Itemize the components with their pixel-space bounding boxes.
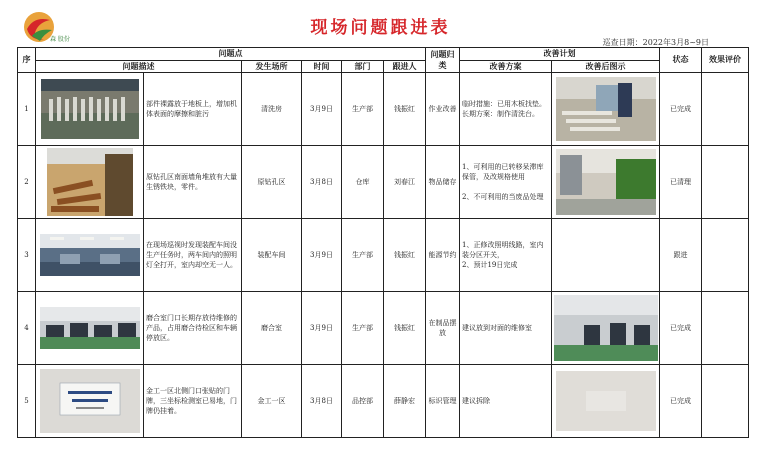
date: 3月9日 <box>302 292 342 365</box>
header-desc: 问题描述 <box>36 60 242 73</box>
header-plan-group: 改善计划 <box>460 48 660 61</box>
problem-category: 物品储存 <box>426 146 460 219</box>
department: 仓库 <box>342 146 384 219</box>
header-after: 改善后图示 <box>552 60 660 73</box>
date: 3月9日 <box>302 73 342 146</box>
date: 3月9日 <box>302 219 342 292</box>
problem-category: 标识管理 <box>426 365 460 438</box>
follow-up-person: 钱振红 <box>384 73 426 146</box>
problem-photo <box>36 146 144 219</box>
location: 金工一区 <box>242 365 302 438</box>
header-status: 状态 <box>660 48 702 73</box>
status: 已完成 <box>660 292 702 365</box>
problem-category: 在制品摆放 <box>426 292 460 365</box>
improvement-plan: 建议拆除 <box>460 365 552 438</box>
header-plan: 改善方案 <box>460 60 552 73</box>
improvement-plan: 建议放到对面的维修室 <box>460 292 552 365</box>
header-dept: 部门 <box>342 60 384 73</box>
location: 原钻孔区 <box>242 146 302 219</box>
department: 品控部 <box>342 365 384 438</box>
after-photo <box>552 219 660 292</box>
table-row <box>18 219 749 292</box>
status: 已完成 <box>660 365 702 438</box>
row-number: 1 <box>18 73 36 146</box>
header-person: 跟进人 <box>384 60 426 73</box>
after-photo <box>552 146 660 219</box>
follow-up-person: 钱振红 <box>384 292 426 365</box>
date: 3月8日 <box>302 146 342 219</box>
problem-description: 原钻孔区南面墙角堆放有大量生锈铁块，零件。 <box>144 146 242 219</box>
problem-photo <box>36 73 144 146</box>
problem-photo <box>36 219 144 292</box>
follow-up-person: 钱振红 <box>384 219 426 292</box>
inspection-date: 巡查日期：2022年3月8~9日 <box>602 38 709 47</box>
row-number: 2 <box>18 146 36 219</box>
follow-up-table <box>17 47 749 438</box>
improvement-plan: 1、正修改照明线路，室内装分区开关， 2、预计19日完成 <box>460 219 552 292</box>
location: 清洗房 <box>242 73 302 146</box>
effect-evaluation <box>702 219 749 292</box>
after-photo <box>552 73 660 146</box>
status: 已清理 <box>660 146 702 219</box>
department: 生产部 <box>342 292 384 365</box>
after-photo <box>552 292 660 365</box>
effect-evaluation <box>702 365 749 438</box>
follow-up-person: 薛静宏 <box>384 365 426 438</box>
row-number: 4 <box>18 292 36 365</box>
status: 跟进 <box>660 219 702 292</box>
logo-text: 森 股份 <box>50 36 70 43</box>
problem-photo <box>36 292 144 365</box>
header-problem-group: 问题点 <box>36 48 426 61</box>
row-number: 3 <box>18 219 36 292</box>
table-row <box>18 73 749 146</box>
effect-evaluation <box>702 292 749 365</box>
table-row <box>18 292 749 365</box>
department: 生产部 <box>342 219 384 292</box>
header-category: 问题归类 <box>426 48 460 73</box>
problem-description: 部件裸露放于地板上，增加机体表面的摩擦和脏污 <box>144 73 242 146</box>
problem-description: 金工一区北侧门口张贴的门牌，三坐标检测室已易地，门牌仍挂着。 <box>144 365 242 438</box>
problem-category: 能源节约 <box>426 219 460 292</box>
follow-up-person: 刘春江 <box>384 146 426 219</box>
row-number: 5 <box>18 365 36 438</box>
effect-evaluation <box>702 73 749 146</box>
page-title: 现场问题跟进表 <box>310 18 451 38</box>
after-photo <box>552 365 660 438</box>
effect-evaluation <box>702 146 749 219</box>
date: 3月8日 <box>302 365 342 438</box>
location: 磨合室 <box>242 292 302 365</box>
table-row <box>18 146 749 219</box>
problem-category: 作业改善 <box>426 73 460 146</box>
header-eval: 效果评价 <box>702 48 749 73</box>
location: 装配车间 <box>242 219 302 292</box>
problem-photo <box>36 365 144 438</box>
department: 生产部 <box>342 73 384 146</box>
header-place: 发生场所 <box>242 60 302 73</box>
improvement-plan: 1、可利用的已转移呆滞库保管，及改规格使用 2、不可利用的当废品处理 <box>460 146 552 219</box>
improvement-plan: 临时措施：已用木板找垫。 长期方案：制作清洗台。 <box>460 73 552 146</box>
problem-description: 磨合室门口长期存放待维修的产品，占用磨合待检区和车辆停放区。 <box>144 292 242 365</box>
table-row <box>18 365 749 438</box>
status: 已完成 <box>660 73 702 146</box>
header-time: 时间 <box>302 60 342 73</box>
header-seq: 序 <box>18 48 36 73</box>
problem-description: 在现场巡视时发现装配车间没生产任务时，两车间内的照明灯全打开，室内却空无一人。 <box>144 219 242 292</box>
